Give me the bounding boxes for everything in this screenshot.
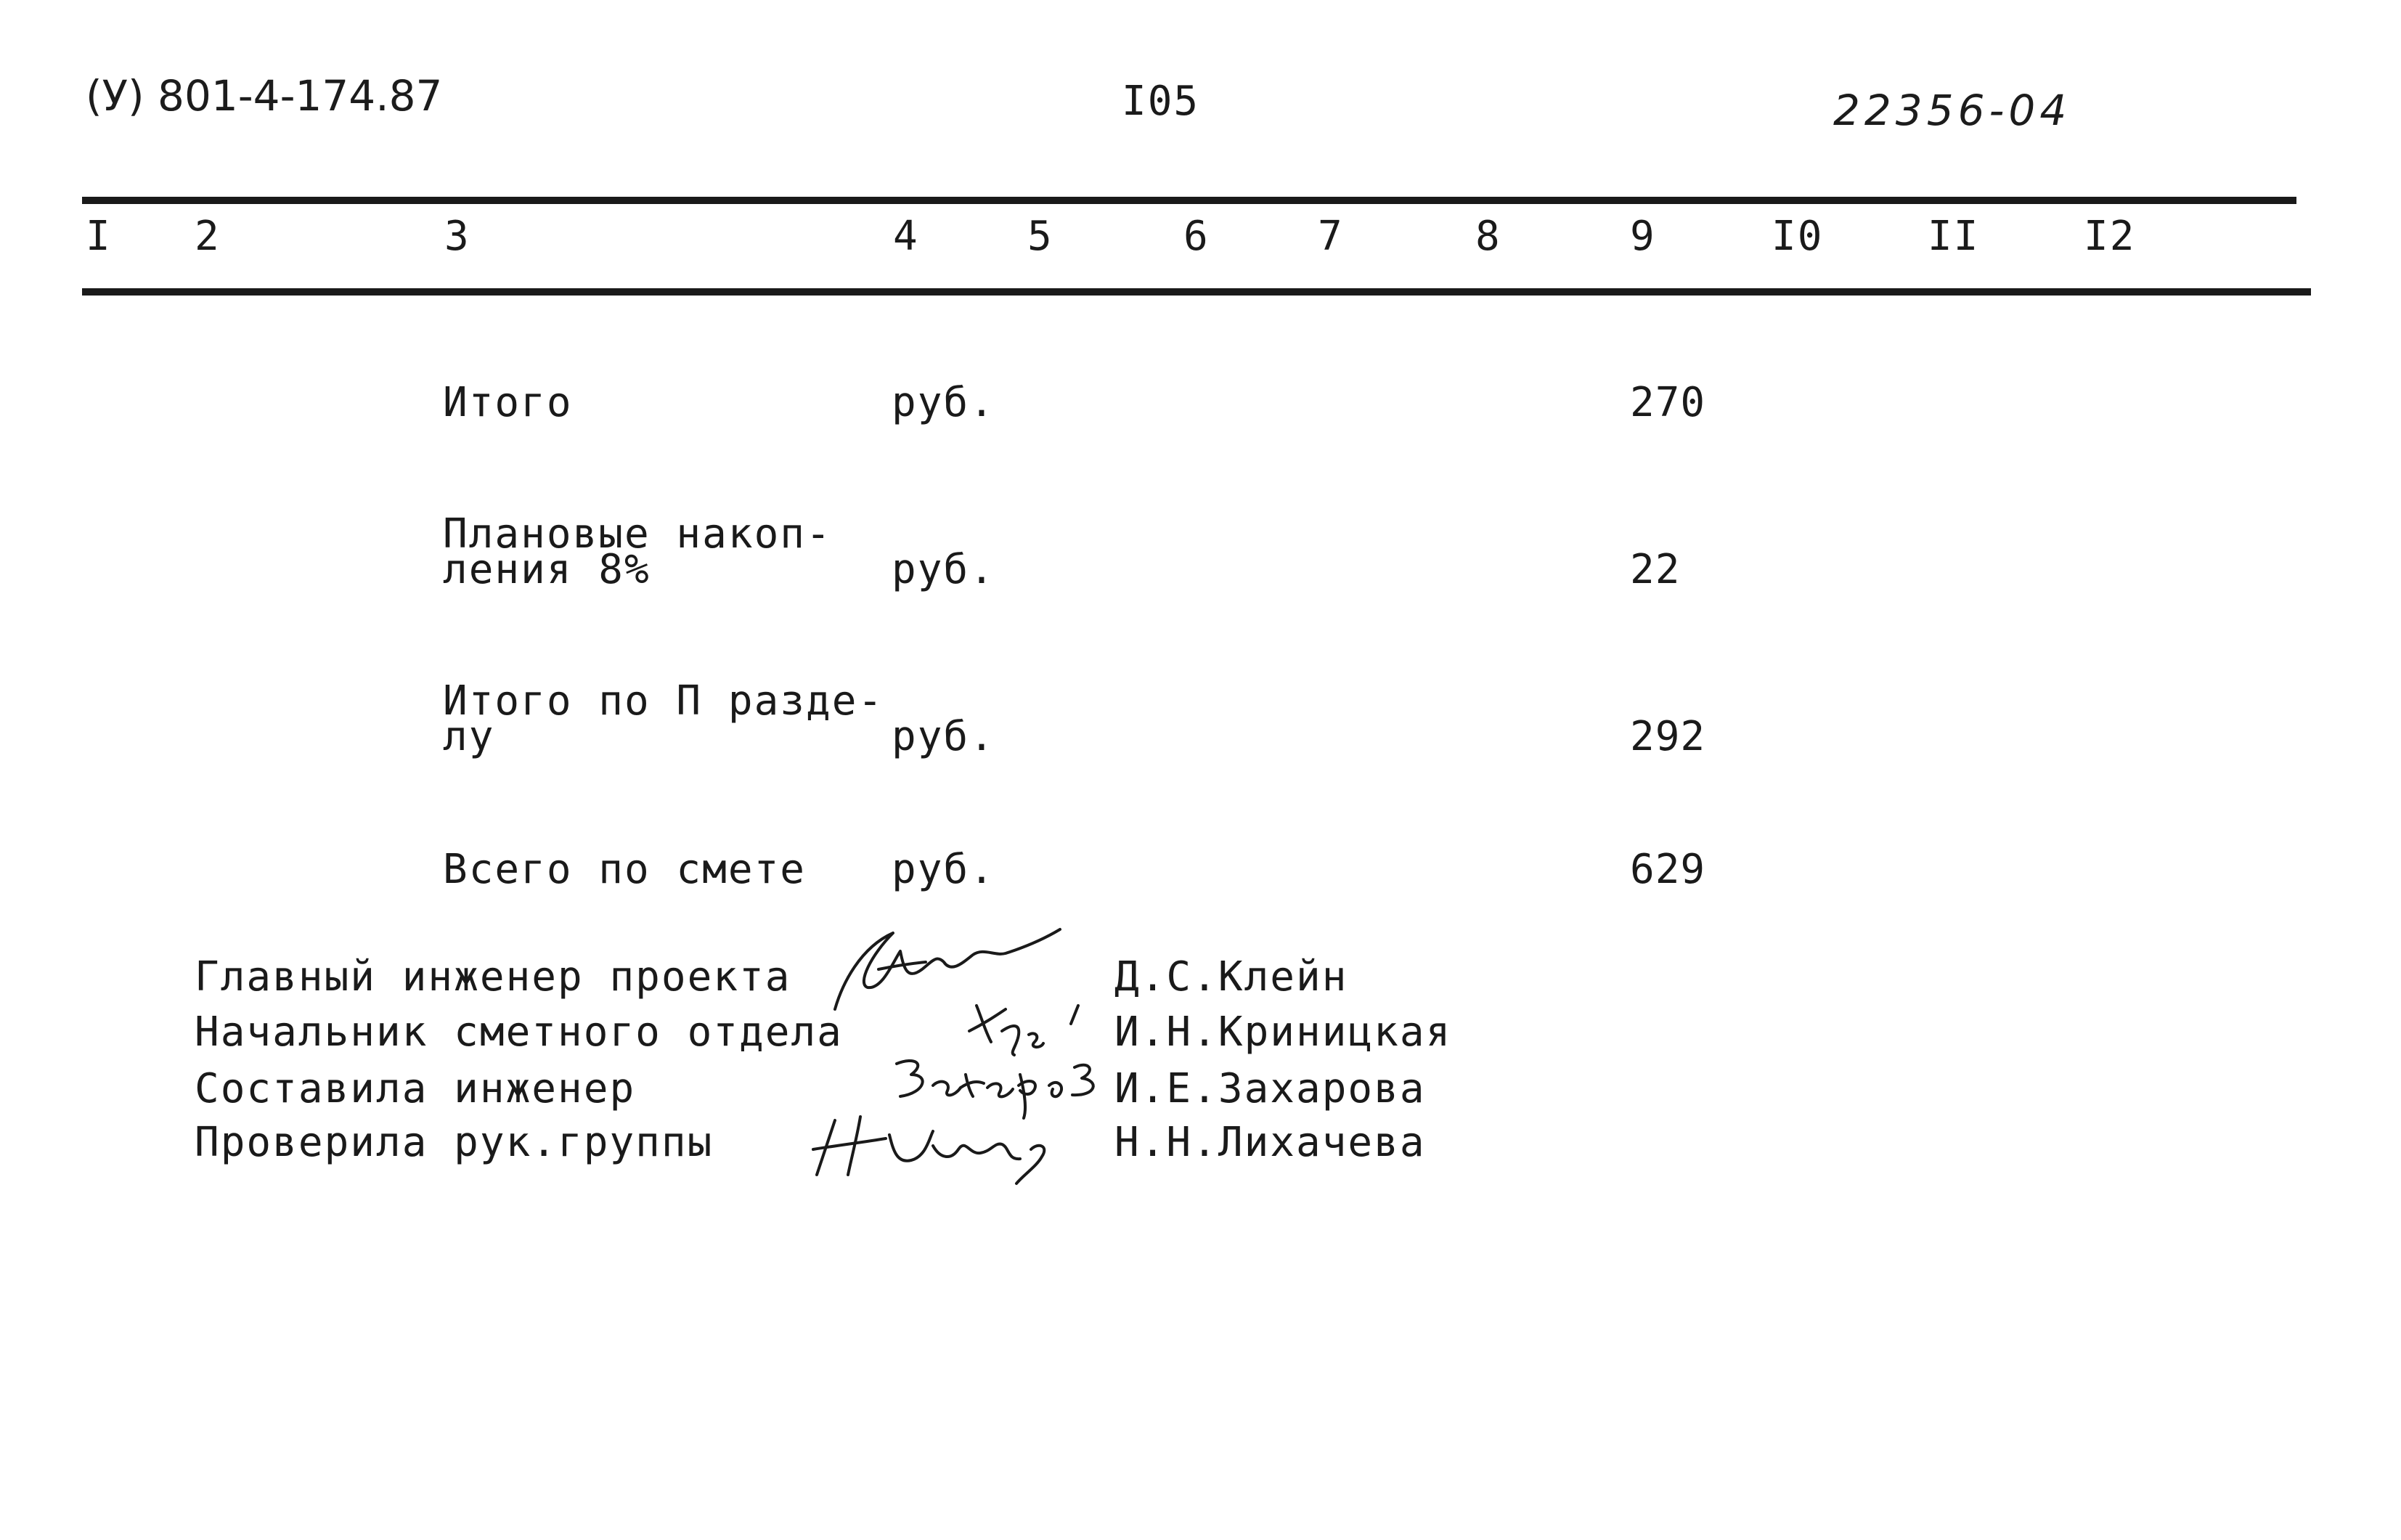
signature-likhacheva (806, 1102, 1096, 1189)
signer-name: И.Е.Захарова (1114, 1065, 1426, 1112)
row-unit: руб. (892, 846, 995, 893)
row-name-line: Плановые накоп- (443, 510, 832, 558)
row-value: 22 (1630, 546, 1681, 593)
signer-role: Начальник сметного отдела (195, 1009, 843, 1056)
signer-role: Проверила рук.группы (195, 1119, 714, 1166)
archive-number: 22356-04 (1833, 86, 2071, 135)
row-value: 270 (1630, 379, 1706, 426)
row-unit: руб. (892, 546, 995, 593)
column-number: 7 (1318, 213, 1344, 260)
row-name: Всего по смете (443, 846, 807, 893)
column-number: 2 (195, 213, 221, 260)
page-number: I05 (1122, 78, 1200, 125)
column-number: 5 (1027, 213, 1053, 260)
signer-role: Составила инженер (195, 1065, 636, 1112)
column-number: 4 (893, 213, 919, 260)
row-value: 292 (1630, 713, 1706, 760)
row-name: Итого (443, 379, 573, 426)
row-name-line: Итого по П разде- (443, 677, 884, 725)
row-name-line: ления 8% (443, 546, 651, 593)
row-value: 629 (1630, 846, 1706, 893)
signer-role: Главный инженер проекта (195, 953, 791, 1001)
column-number: 3 (444, 213, 470, 260)
document-code: (У) 801-4-174.87 (86, 71, 443, 121)
row-unit: руб. (892, 713, 995, 760)
table-header-bottom-rule (82, 288, 2311, 296)
signer-name: И.Н.Криницкая (1114, 1009, 1452, 1056)
column-number: 9 (1630, 213, 1656, 260)
row-unit: руб. (892, 379, 995, 426)
column-number: 6 (1183, 213, 1210, 260)
row-name-line: лу (443, 713, 495, 760)
column-number: 8 (1475, 213, 1501, 260)
signer-name: Н.Н.Лихачева (1114, 1119, 1426, 1166)
column-number: I2 (2084, 213, 2136, 260)
column-number: I0 (1772, 213, 1824, 260)
signer-name: Д.С.Клейн (1114, 953, 1348, 1001)
column-number: I (86, 213, 112, 260)
table-top-rule (82, 197, 2296, 204)
column-number: II (1928, 213, 1980, 260)
